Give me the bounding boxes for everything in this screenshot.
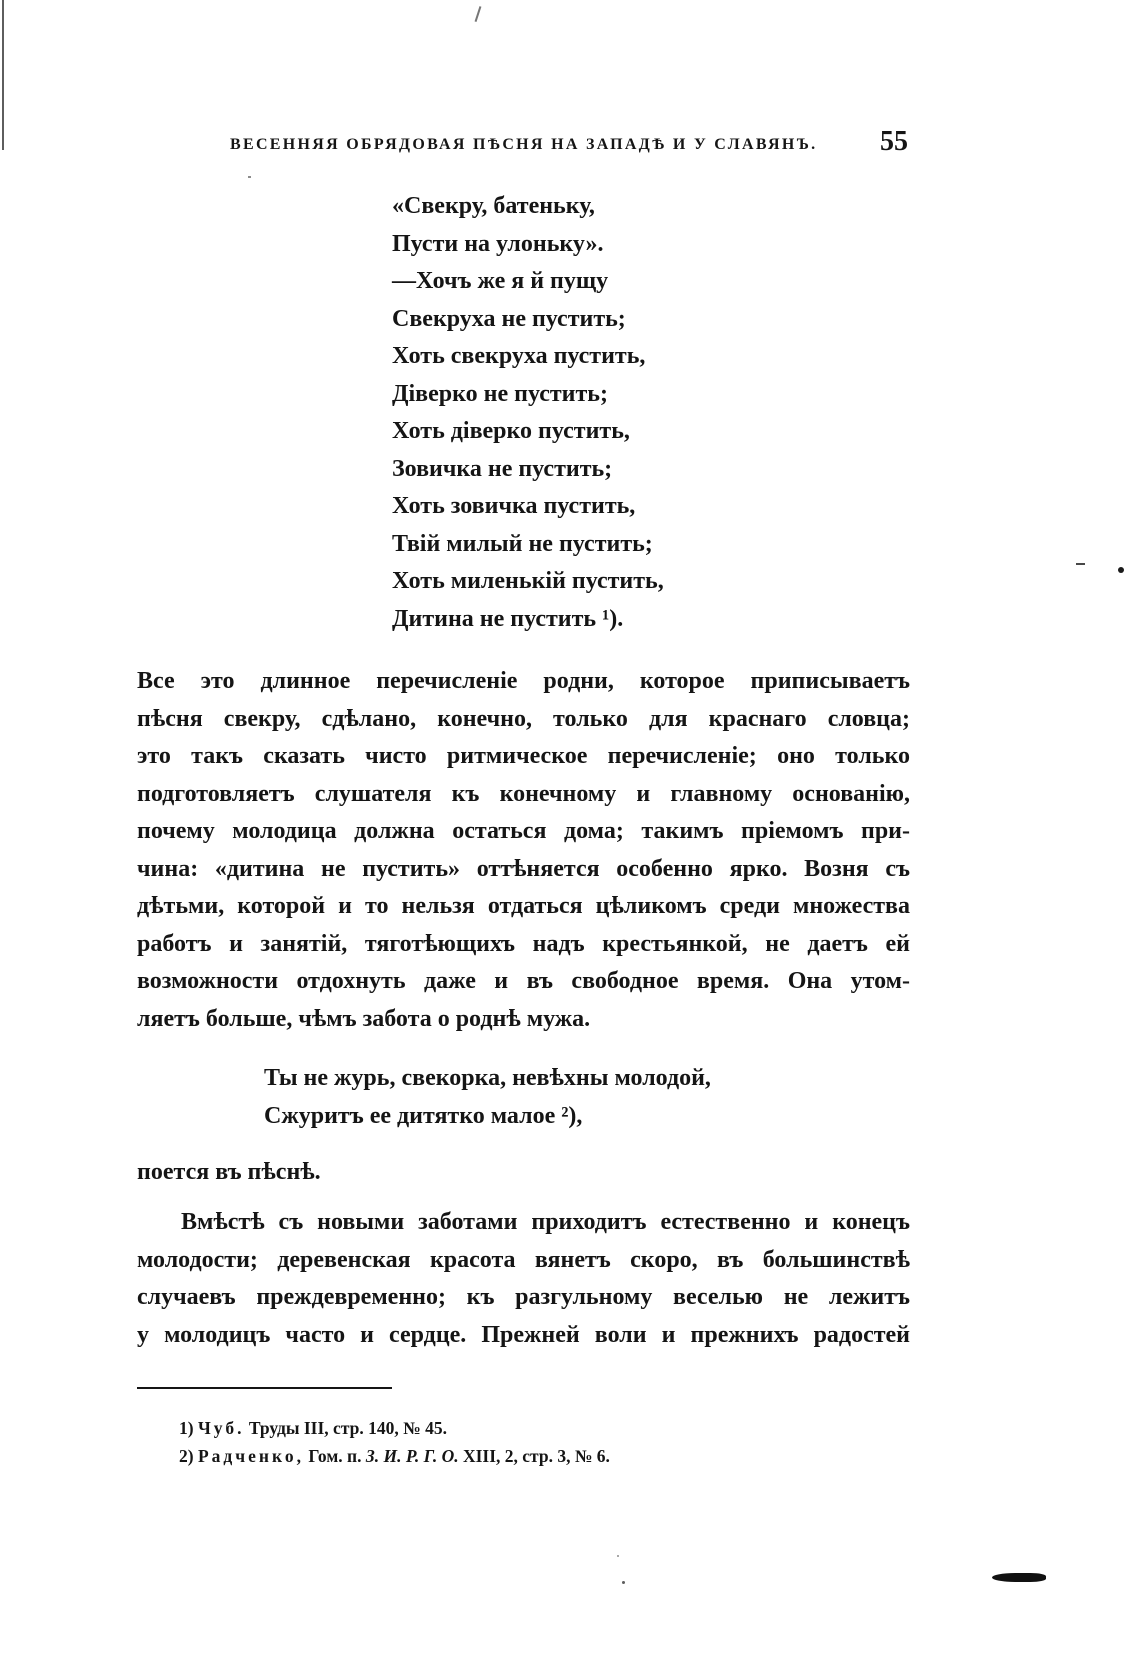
scan-ink-blot [992, 1573, 1046, 1582]
poem-block [392, 188, 664, 638]
poem-line: —Хочъ же я й пущу [392, 268, 609, 294]
footnotes [179, 1414, 610, 1470]
paragraph-line: поется въ пѣснѣ. [137, 1159, 321, 1185]
quote-line: Сжуритъ ее дитятко малое ²), [264, 1102, 583, 1129]
paragraph-line: почему молодица должна остаться дома; такимъ пріемомъ при- [137, 818, 910, 844]
paragraph-line: пѣсня свекру, сдѣлано, конечно, только для краснаго словца; [137, 705, 910, 732]
quoted-verse [264, 1060, 711, 1135]
paragraph-line: возможности отдохнуть даже и въ свободное время. Она утом- [137, 968, 910, 994]
footnote-number: 1) [179, 1418, 194, 1438]
paragraph-1 [137, 663, 910, 1038]
scan-speck [1076, 563, 1085, 565]
paragraph-line: ляетъ больше, чѣмъ забота о роднѣ мужа. [137, 1005, 591, 1032]
footnote-number: 2) [179, 1446, 194, 1466]
poem-line: Дитина не пустить ¹). [392, 605, 624, 632]
poem-line: Хоть діверко пустить, [392, 418, 630, 444]
running-title: ВЕСЕННЯЯ ОБРЯДОВАЯ ПѢСНЯ НА ЗАПАДѢ И У СЛАВЯНЪ. [230, 136, 818, 153]
poem-line: Хоть свекруха пустить, [392, 343, 646, 369]
paragraph-line: Все это длинное перечисленіе родни, которое приписываетъ [137, 668, 910, 694]
footnote-author: Радченко, [197, 1446, 304, 1466]
paragraph-line: работъ и занятій, тяготѣющихъ надъ крестьянкой, не даетъ ей [137, 930, 910, 957]
paragraph-line: случаевъ преждевременно; къ разгульному веселью не лежитъ [137, 1284, 910, 1310]
paragraph-line: у молодицъ часто и сердце. Прежней воли и прежнихъ радостей [137, 1321, 910, 1348]
paragraph-line: Вмѣстѣ съ новыми заботами приходитъ естественно и конецъ [181, 1209, 910, 1235]
footnote-1 [179, 1414, 610, 1442]
footnote-2 [179, 1442, 610, 1470]
paragraph-line: дѣтьми, которой и то нельзя отдаться цѣликомъ среди множества [137, 893, 910, 919]
quote-tail [137, 1154, 910, 1192]
scan-speck [617, 1555, 619, 1557]
paragraph-line: чина: «дитина не пустить» оттѣняется особенно ярко. Возня съ [137, 855, 910, 882]
paragraph-2 [137, 1204, 910, 1354]
paragraph-line: молодости; деревенская красота вянетъ скоро, въ большинствѣ [137, 1246, 910, 1273]
scan-speck [1118, 567, 1124, 573]
poem-line: Діверко не пустить; [392, 380, 608, 407]
scan-speck [248, 176, 251, 178]
poem-line: Зовичка не пустить; [392, 455, 613, 482]
footnote-author: Чуб. [197, 1418, 245, 1438]
footnote-text: Гом. п. [308, 1446, 362, 1466]
poem-line: Твій милый не пустить; [392, 530, 653, 557]
scan-edge-line [2, 0, 4, 150]
poem-line: Хоть миленькій пустить, [392, 568, 664, 594]
paragraph-line: подготовляетъ слушателя къ конечному и главному основанію, [137, 780, 910, 807]
footnote-text: XIII, 2, стр. 3, № 6. [462, 1446, 610, 1466]
poem-line: Хоть зовичка пустить, [392, 493, 636, 519]
poem-line: «Свекру, батеньку, [392, 193, 595, 219]
footnote-text: Труды III, стр. 140, № 45. [248, 1418, 447, 1438]
paragraph-line: это такъ сказать чисто ритмическое перечисленіе; оно только [137, 743, 910, 769]
footnote-journal: З. И. Р. Г. О. [365, 1446, 459, 1466]
footnote-rule [137, 1387, 392, 1389]
scan-speck [475, 6, 481, 22]
poem-line: Свекруха не пустить; [392, 305, 626, 332]
poem-line: Пусти на улоньку». [392, 230, 604, 257]
quote-line: Ты не журь, свекорка, невѣхны молодой, [264, 1065, 711, 1091]
scan-speck [622, 1581, 625, 1584]
page-number: 55 [880, 126, 908, 157]
